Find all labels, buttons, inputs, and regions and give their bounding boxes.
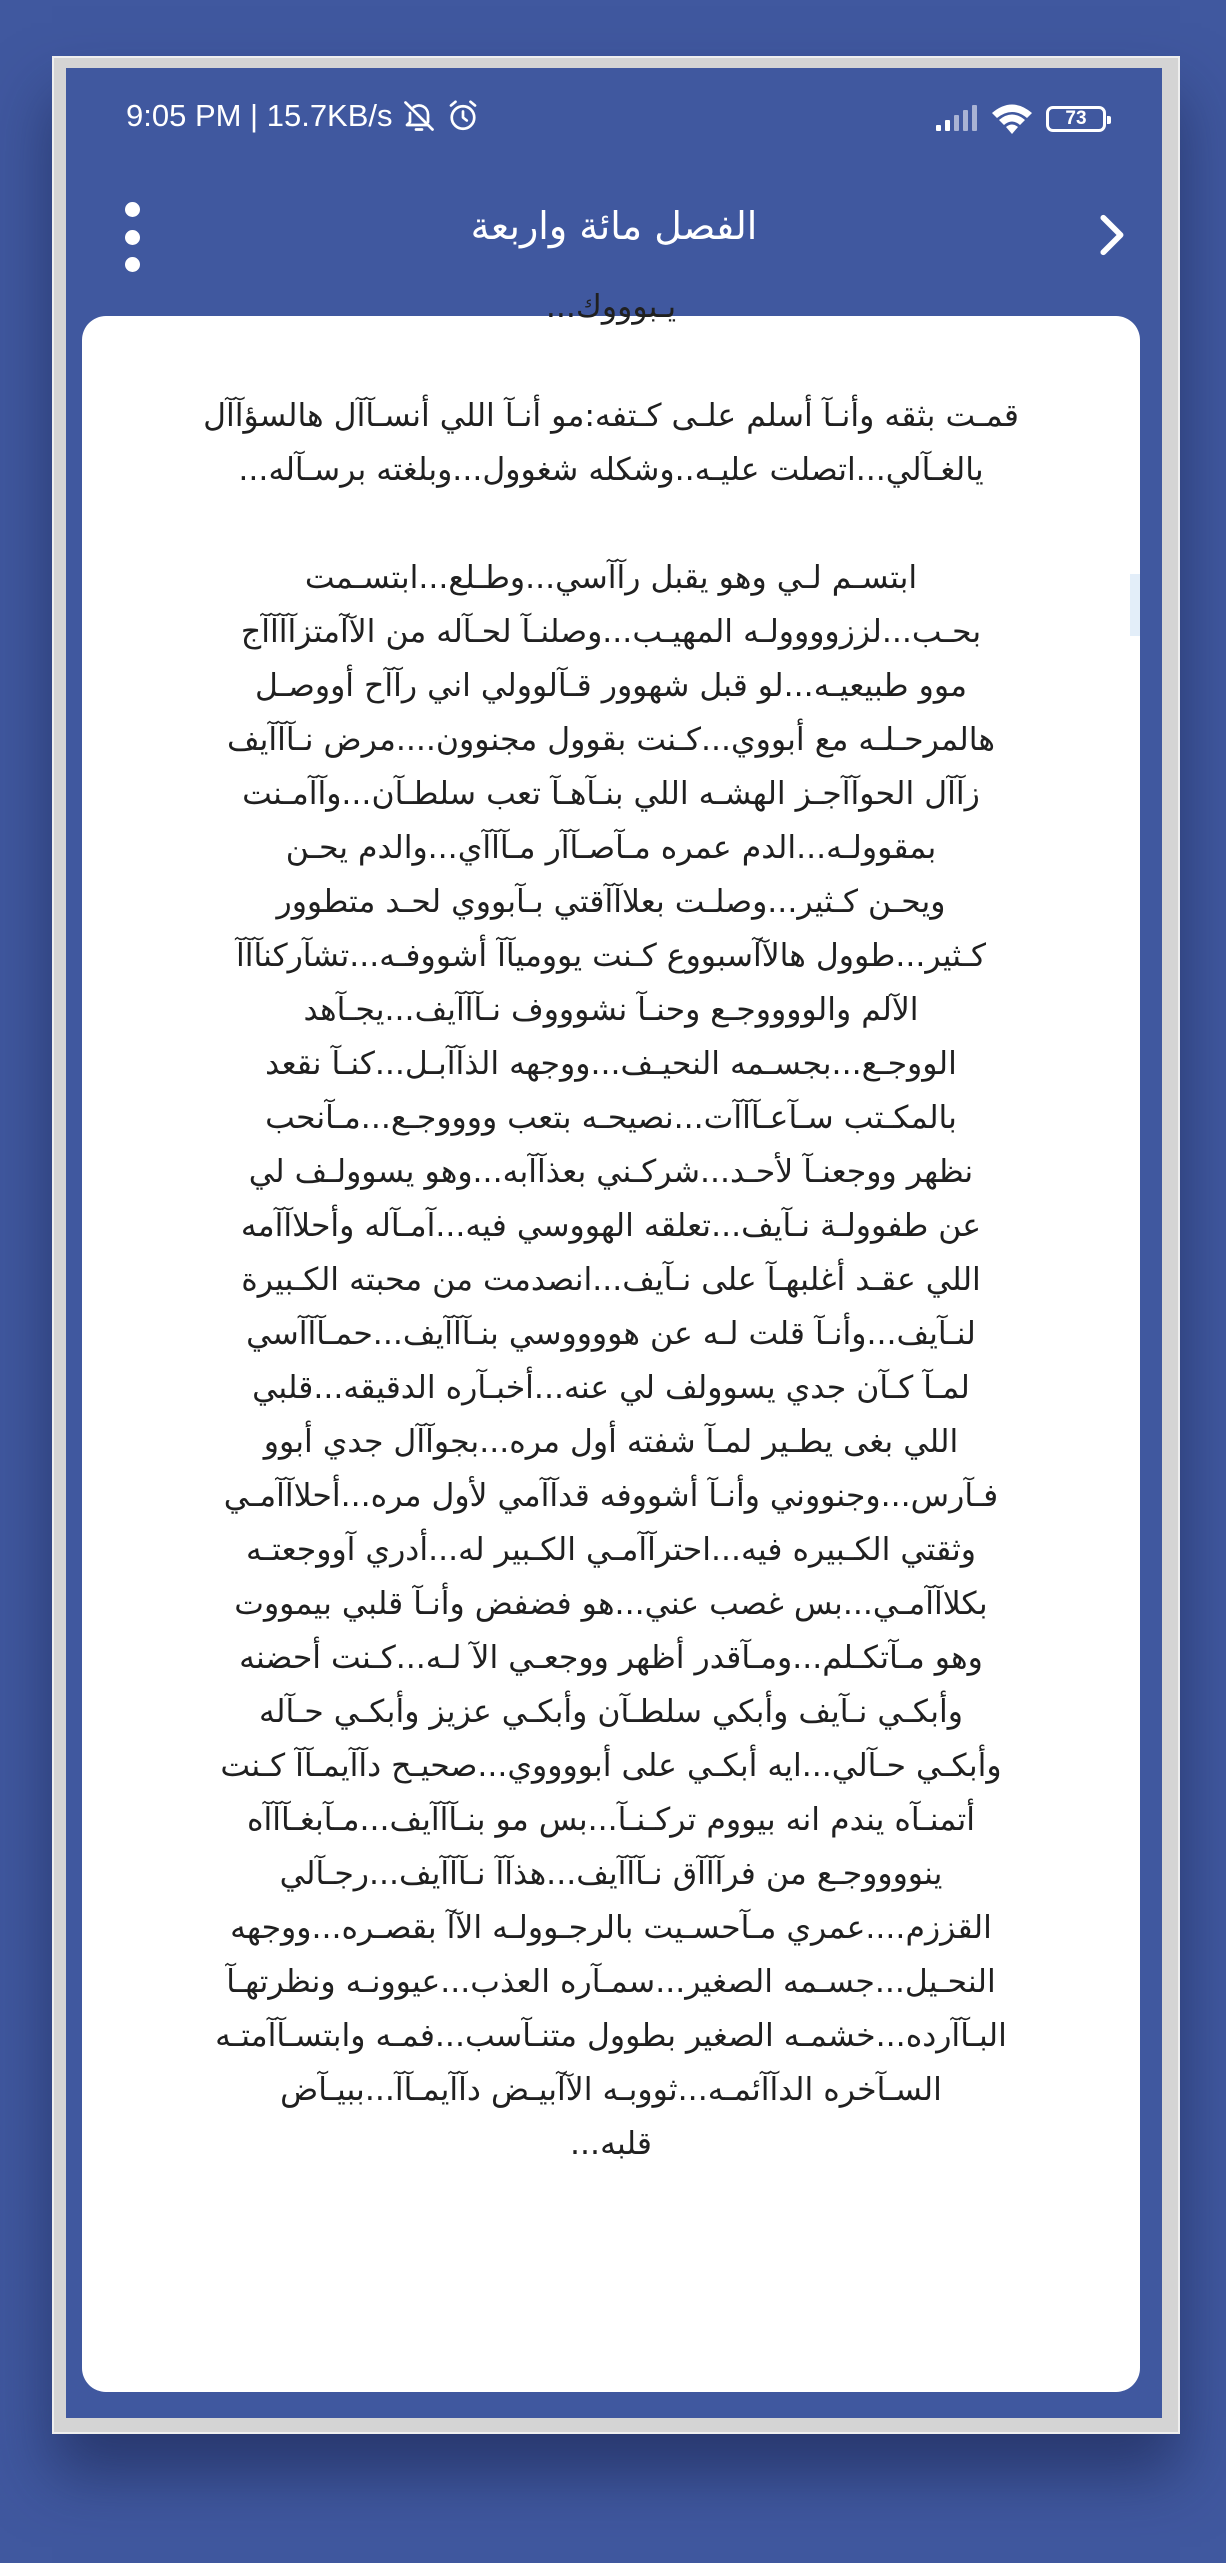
paragraph-2: ابتسـم لـي وهو يقبل رآآسي...وطـلع...ابتسـمت بحـب...لززوووولـه المهيـب...وصلنـآ لحـآله من الآآمتزآآآآج موو طبيعيـه...لو قبل شهوور قـآلوولي اني رآآح أووصـل هالمرحـلـه مع أبووي...كـنت بقوول مجنوون....مرض نـآآآيف زآآل الحوآآجـز الهشـه اللي بنـآهـآ تعب سلطـآن...وآآمـنت بمقوولـه...الدم عمره مـآصـآآر مـآآآي...والدم يحـن ويحـن كـثير...وصلـت بعلاآآقتي بـآبووي لحـد متطوور كـثير...طوول هالآآسبووع كـنت يووميآآ أشووفـه...تشآركنآآآ الآلم والووووجـع وحنـآ نشوووف نـآآآيف...يجـآهد الووجـع...بجسـمه النحيـف...ووجهه الذآآبـل...كنـآ نقعد بالمكـتب سـآعـآآآت...نصيحـه بتعب ووووجـع...مـآنحب نظهر ووجعنـآ لأحـد...شركـني بعذآآبه...وهو يسوولـف لي عن طفوولـة نـآيف...تعلقه الهووسي فيه...آمـآله وأحلاآآمه اللي عقـد أغلبهـآ على نـآيف...انصدمت من محبته الكـبيرة لنـآيف...وأنـآ قلت لـه عن هووووسي بنـآآآيف...حمـآآآسي لمـآ كـآن جدي يسوولف لي عنه...أخبـآره الدقيقه...قلبي اللي بغى يطـير لمـآ شفته أول مره...بجوآآل جدي أبوو فـآرس...وجنووني وأنـآ أشووفه قدآآمي لأول مره...أحلاآآمـي وثقتي الكـبيره فيه...احترآآمـي الكـبير له...أدري آووجعتـه بكلاآآمـي...بس غصب عني...هو فضفض وأنـآ قلبي بيمووت وهو مـآتكـلم...ومـآقدر أظهر ووجعـي الآ لـه...كـنت أحضنه وأبكـي نـآيف وأبكي سلطـآن وأبكـي عزيز وأبكـي حـآله وأبكـي حـآلي...ايه أبكـي على أبووووي...صحيـح دآآيمـآآ كـنت أتمنـآه يندم انه بيووم تركـنـآ...بس مو بنـآآآيف...مـآبغـآآآه ينووووجـع من فرآآآق نـآآآيف...هذآآ نـآآآيف...رجـآلي القززم....عمري مـآحسـيت بالرجـوولـه الآآ بقصـره...ووجهه النحـيل...جسـمه الصغير...سمـآره العذب...عيوونـه ونظرتهـآ البـآآرده...خشمـه الصغير بطوول متنـآسب...فمـه وابتسـآآمتـه السـآخره الدآآئمـه...ثووبـه الآآبيـض دآآيمـآآ...ببيـآض	[215, 560, 1007, 2108]
battery-level: 73	[1065, 108, 1087, 129]
battery-icon	[1046, 106, 1106, 132]
chevron-right-icon[interactable]	[1088, 212, 1134, 258]
chapter-text	[122, 280, 1100, 2171]
chapter-content-card[interactable]	[82, 289, 1140, 2392]
status-time-network: 9:05 PM | 15.7KB/s	[126, 98, 393, 133]
app-bar	[66, 178, 1162, 288]
chapter-title: الفصل مائة واربعة	[470, 204, 758, 248]
scrollbar-thumb[interactable]	[1130, 574, 1140, 636]
mute-notification-icon	[401, 98, 437, 134]
signal-icon	[934, 105, 978, 133]
paragraph-1: قمـت بثقه وأنـآ أسلم علـى كـتفه:مو أنـآ اللي أنسـآآل هالسؤآآل يالغـآلي...اتصلت عليـه..وشكله شغوول...وبلغته برسـآله...	[203, 398, 1019, 488]
text-fragment-bottom: قلبه...	[570, 2126, 652, 2162]
status-right	[934, 102, 1106, 136]
alarm-icon	[445, 98, 481, 134]
wifi-icon	[990, 102, 1034, 136]
app-screen	[66, 68, 1162, 2418]
status-bar	[66, 68, 1162, 178]
more-vertical-icon[interactable]	[112, 202, 152, 272]
status-left	[126, 98, 481, 134]
text-fragment-top: يـبوووك...	[545, 289, 677, 325]
